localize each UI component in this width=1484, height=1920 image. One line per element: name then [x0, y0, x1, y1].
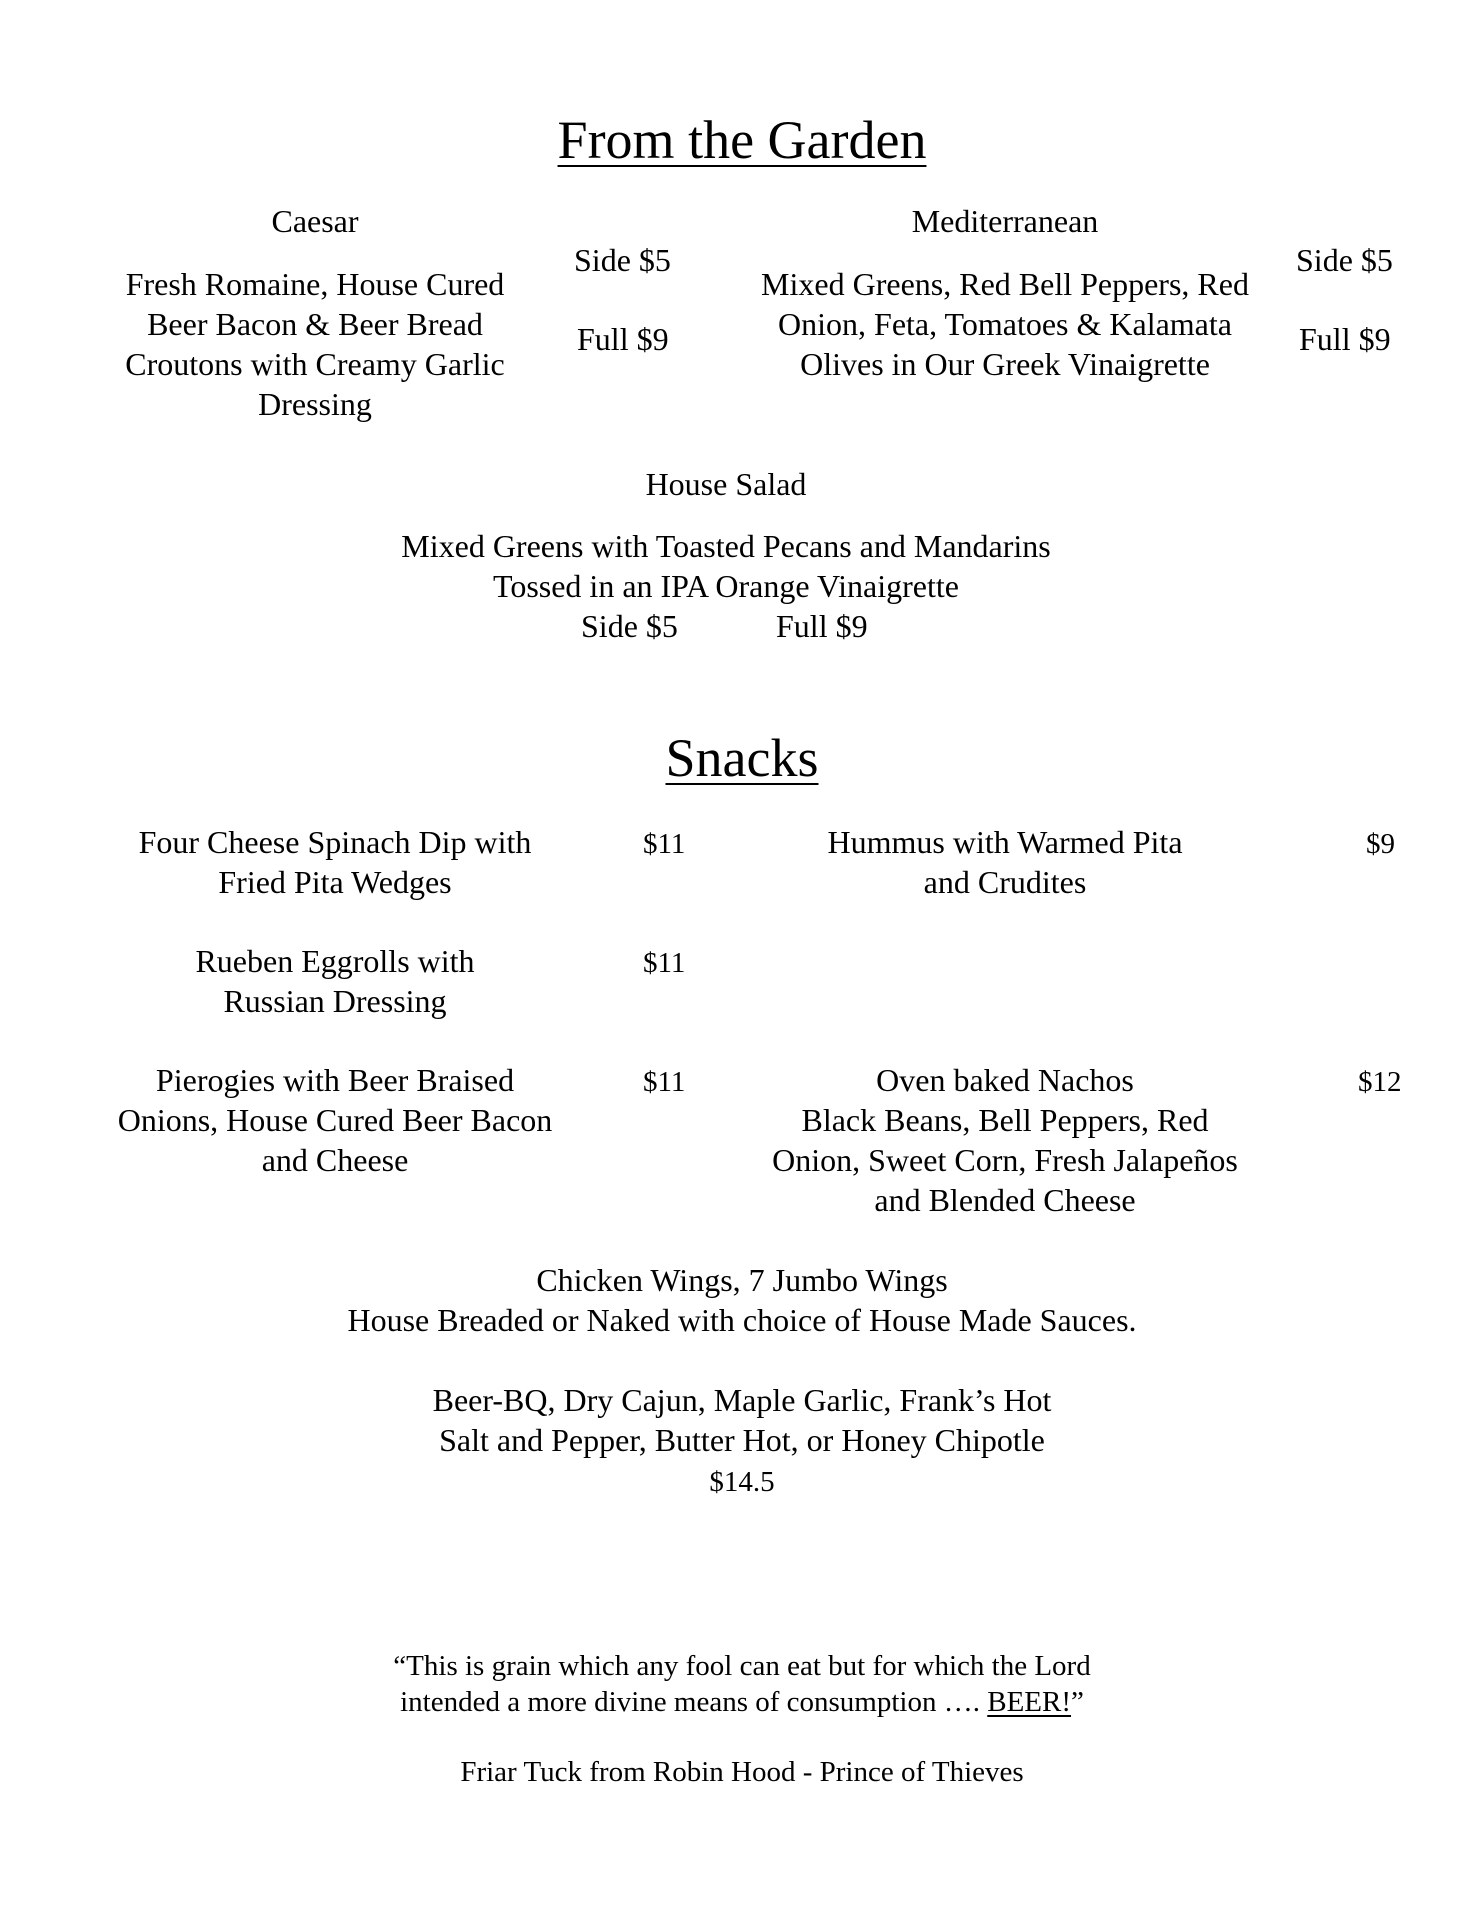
wings-sauces-1: Beer-BQ, Dry Cajun, Maple Garlic, Frank’s Hot: [432, 1382, 1052, 1418]
caesar-desc-4: Dressing: [258, 386, 372, 422]
pierogies-desc-2: Onions, House Cured Beer Bacon: [117, 1102, 553, 1138]
mediterranean-side-price: Side $5: [1296, 242, 1393, 278]
house-salad-side-price: Side $5: [581, 608, 678, 644]
wings-line-1: Chicken Wings, 7 Jumbo Wings: [536, 1262, 948, 1298]
nachos-desc-2: Black Beans, Bell Peppers, Red: [801, 1102, 1209, 1138]
nachos-desc-4: and Blended Cheese: [874, 1182, 1136, 1218]
eggrolls-price: $11: [643, 947, 686, 979]
pierogies-desc-3: and Cheese: [261, 1142, 409, 1178]
mediterranean-desc-1: Mixed Greens, Red Bell Peppers, Red: [761, 266, 1249, 302]
caesar-name: Caesar: [271, 203, 359, 239]
hummus-price: $9: [1366, 828, 1395, 860]
quote-beer-word: BEER!: [987, 1686, 1072, 1718]
quote-attribution: Friar Tuck from Robin Hood - Prince of Thieves: [460, 1756, 1024, 1788]
spinach-dip-price: $11: [643, 828, 686, 860]
house-salad-desc-2: Tossed in an IPA Orange Vinaigrette: [493, 568, 959, 604]
pierogies-desc-1: Pierogies with Beer Braised: [155, 1062, 515, 1098]
wings-price: $14.5: [709, 1466, 775, 1498]
hummus-desc-2: and Crudites: [923, 864, 1087, 900]
house-salad-name: House Salad: [645, 466, 807, 502]
caesar-desc-1: Fresh Romaine, House Cured: [125, 266, 505, 302]
caesar-desc-2: Beer Bacon & Beer Bread: [147, 306, 483, 342]
mediterranean-desc-2: Onion, Feta, Tomatoes & Kalamata: [778, 306, 1232, 342]
pierogies-price: $11: [643, 1066, 686, 1098]
mediterranean-full-price: Full $9: [1299, 321, 1391, 357]
quote-line-2: [0, 1684, 1484, 1720]
eggrolls-desc-2: Russian Dressing: [223, 983, 447, 1019]
caesar-side-price: Side $5: [574, 242, 671, 278]
quote-line-1: “This is grain which any fool can eat but for which the Lord: [393, 1650, 1091, 1682]
spinach-dip-desc-1: Four Cheese Spinach Dip with: [138, 824, 532, 860]
nachos-desc-3: Onion, Sweet Corn, Fresh Jalapeños: [772, 1142, 1238, 1178]
caesar-desc-3: Croutons with Creamy Garlic: [125, 346, 505, 382]
caesar-full-price: Full $9: [577, 321, 669, 357]
snacks-heading: Snacks: [665, 728, 819, 788]
mediterranean-name: Mediterranean: [911, 203, 1099, 239]
nachos-price: $12: [1358, 1066, 1402, 1098]
house-salad-full-price: Full $9: [776, 608, 868, 644]
house-salad-desc-1: Mixed Greens with Toasted Pecans and Mandarins: [401, 528, 1051, 564]
spinach-dip-desc-2: Fried Pita Wedges: [218, 864, 452, 900]
quote-close-mark: ”: [1071, 1686, 1084, 1718]
nachos-desc-1: Oven baked Nachos: [876, 1062, 1134, 1098]
quote-line-2-text: intended a more divine means of consumption ….: [400, 1686, 988, 1718]
wings-sauces-2: Salt and Pepper, Butter Hot, or Honey Chipotle: [439, 1422, 1045, 1458]
wings-line-2: House Breaded or Naked with choice of House Made Sauces.: [347, 1302, 1137, 1338]
eggrolls-desc-1: Rueben Eggrolls with: [195, 943, 475, 979]
hummus-desc-1: Hummus with Warmed Pita: [827, 824, 1183, 860]
mediterranean-desc-3: Olives in Our Greek Vinaigrette: [800, 346, 1210, 382]
garden-heading: From the Garden: [557, 110, 927, 170]
